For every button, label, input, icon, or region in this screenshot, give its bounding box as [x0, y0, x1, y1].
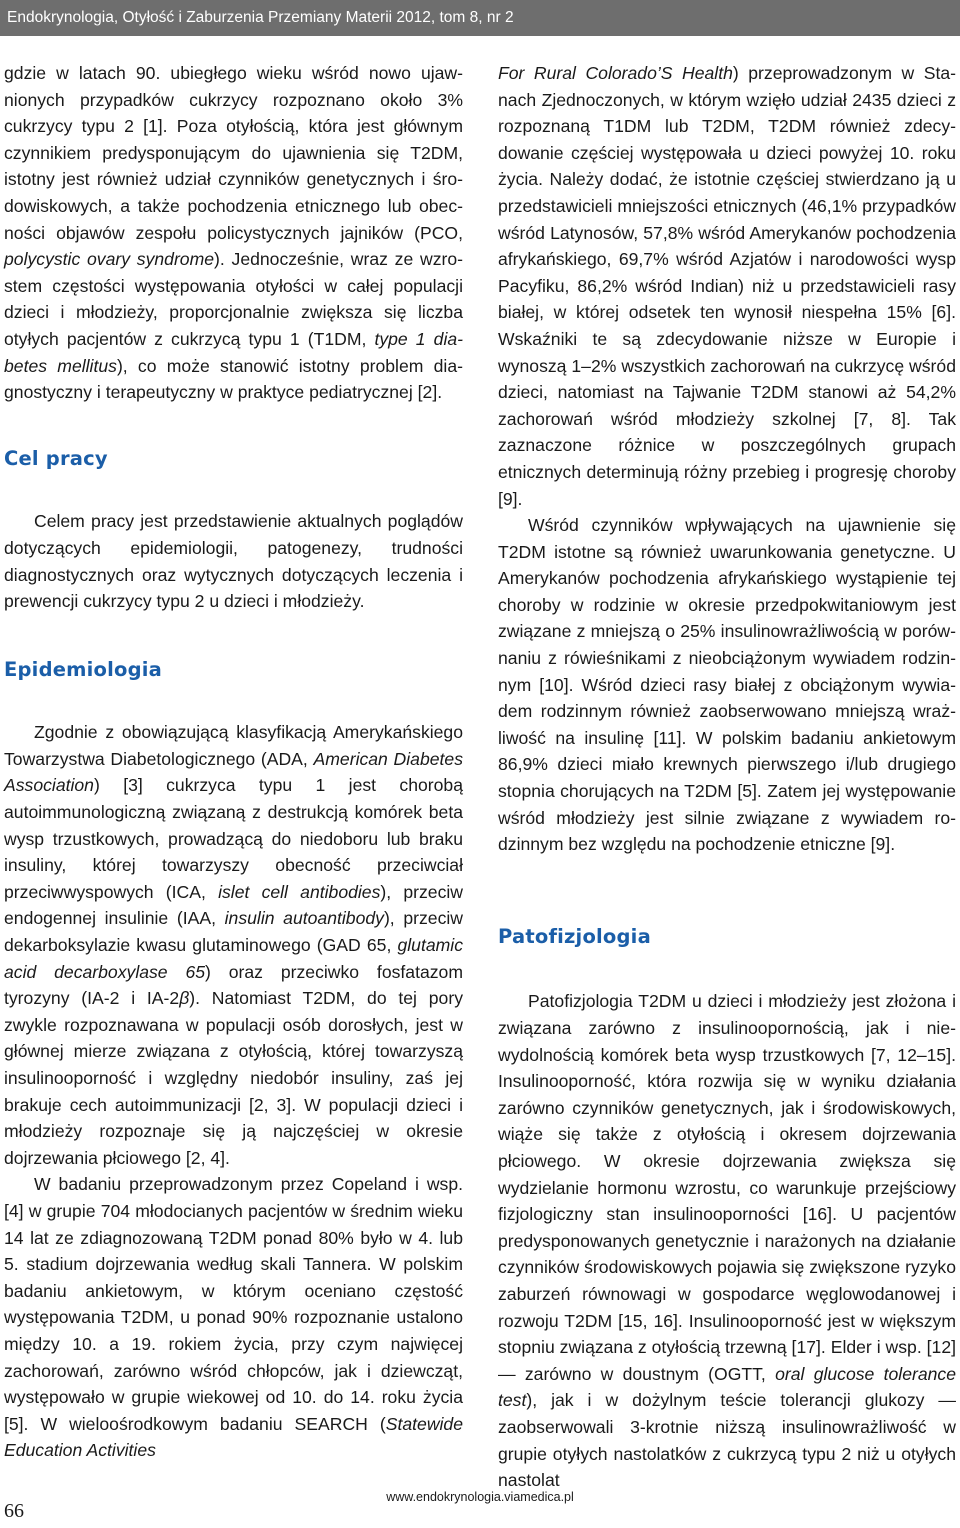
aim-paragraph: Celem pracy jest przedstawienie aktualnych poglądów dotyczących epidemiologii, patogenezy, trudności diagnostycznych oraz wytycznych dotyczących leczenia i prewencji cukrzycy typu 2 u dzieci i młodzieży.	[4, 511, 463, 612]
section-heading-patofizjologia: Patofizjologia	[498, 924, 651, 948]
genetics-paragraph: Wśród czynników wpływających na ujawnienie się T2DM istotne są również uwarunkowania genetyczne. U Amerykanów pochodzenia afrykańskiego wystąpienie tej choroby w rodzinie w okresie przedpokwitaniowym jest związane z mniejszą o 25% insulinowrażliwością w porównaniu z rówieśnikami z nieobciążonym wywiadem rodzinnym [10]. Wśród dzieci rasy białej z obciążonym wywiadem rodzinnym również zaobserwowano mniejszą wrażliwość na insulinę [11]. W polskim badaniu ankietowym 86,9% dzieci miało krewnych pierwszego i/lub drugiego stopnia chorujących na T2DM [5]. Zatem jej występowanie wśród młodzieży jest silnie związane z wywiadem rodzinnym bez względu na pochodzenie etniczne [9].	[498, 515, 956, 855]
section-heading-cel-pracy: Cel pracy	[4, 446, 108, 470]
left-column	[4, 60, 463, 1464]
right-column	[498, 60, 956, 1494]
journal-citation: Endokrynologia, Otyłość i Zaburzenia Przemiany Materii 2012, tom 8, nr 2	[7, 9, 514, 26]
page-number: 66	[4, 1500, 24, 1522]
footer-url: www.endokrynologia.viamedica.pl	[386, 1490, 574, 1504]
section-heading-epidemiologia: Epidemiologia	[4, 657, 163, 681]
pathophysiology-paragraph: Patofizjologia T2DM u dzieci i młodzieży jest złożona i związana zarówno z insulinoopornością, jak i niewydolnością komórek beta wysp trzustkowych [7, 12–15]. Insulinooporność, która rozwija się w wyniku działania zarówno czynników genetycznych, jak i środowiskowych, wiąże się także z otyłością i okresem dojrzewania płciowego. W okresie dojrzewania zwiększa się wydzielanie hormonu wzrostu, co warunkuje przejściowy fizjologiczny stan insulinooporności [16]. U pacjentów predysponowanych genetycznie i narażonych na działanie czynników środowiskowych pojawia się zwiększone ryzyko zaburzeń równowagi w gospodarce węglowodanowej i rozwoju T2DM [15, 16]. Insulinooporność jest w większym stopniu związana z otyłością trzewną [17]. Elder i wsp. [12] — zarówno w doustnym (OGTT, oral glucose tolerance test), jak i w dożylnym teście tolerancji glukozy — zaobserwowali 3-krotnie niższą insulinowrażliwość w grupie otyłych nastolatków z cukrzycą typu 2 niż u otyłych nastolat	[498, 991, 956, 1491]
epidemiology-paragraph: Zgodnie z obowiązującą klasyfikacją Amerykańskiego Towarzystwa Diabetologicznego (ADA, American Diabetes Association) [3] cukrzyca typu 1 jest chorobą autoimmunologiczną związaną z destrukcją komórek beta wysp trzustkowych, prowadzącą do niedoboru lub braku insuliny, której towarzyszy obecność przeciwciał przeciwwyspowych (ICA, islet cell antibodies), przeciw endogennej insulinie (IAA, insulin autoantibody), przeciw dekarboksylazie kwasu glutaminowego (GAD 65, glutamic acid decarboxylase 65) oraz przeciwko fosfatazom tyrozyny (IA-2 i IA-2β). Natomiast T2DM, do tej pory zwykle rozpoznawana w populacji osób dorosłych, jest w głównej mierze związana z otyłością, której towarzyszą insulinooporność i względny niedobór insuliny, zaś jej brakuje cech autoimmunizacji [2, 3]. W populacji dzieci i młodzieży rozpoznaje się ją najczęściej w okresie dojrzewania płciowego [2, 4].	[4, 722, 463, 1168]
intro-paragraph: gdzie w latach 90. ubiegłego wieku wśród nowo ujawnionych przypadków cukrzycy rozpoznano około 3% cukrzycy typu 2 [1]. Poza otyłością, która jest głównym czynnikiem predysponującym do ujawnienia się T2DM, istotny jest również udział czynników genetycznych i środowiskowych, a także pochodzenia etnicznego lub obecności objawów zespołu policystycznych jajników (PCO, polycystic ovary syndrome). Jednocześnie, wraz ze wzrostem częstości występowania otyłości w całej populacji dzieci i młodzieży, proporcjonalnie zwiększa się liczba otyłych pacjentów z cukrzycą typu 1 (T1DM, type 1 diabetes mellitus), co może stanowić istotny problem diagnostyczny i terapeutyczny w praktyce pediatrycznej [2].	[4, 63, 463, 403]
search-study-paragraph: For Rural Colorado’S Health) przeprowadzonym w Stanach Zjednoczonych, w którym wzięło udział 2435 dzieci z rozpoznaną T1DM lub T2DM, T2DM również zdecydowanie częściej występowała u dzieci powyżej 10. roku życia. Należy dodać, że istotnie częściej stwierdzano ją u przedstawicieli mniejszości etnicznych (46,1% przypadków wśród Latynosów, 57,8% wśród Amerykanów pochodzenia afrykańskiego, 69,7% wśród Azjatów i narodowości wysp Pacyfiku, 86,2% wśród Indian) niż u przedstawicieli rasy białej, w której odsetek ten wynosił niespełna 15% [6]. Wskaźniki te są zdecydowanie niższe w Europie i wynoszą 1–2% wszystkich zachorowań na cukrzycę wśród dzieci, natomiast na Tajwanie T2DM stanowi aż 54,2% zachorowań wśród młodzieży szkolnej [7, 8]. Tak zaznaczone różnice w poszczególnych grupach etnicznych determinują różny przebieg i progresję choroby [9].	[498, 63, 956, 509]
journal-header	[0, 0, 960, 36]
copeland-paragraph: W badaniu przeprowadzonym przez Copeland i wsp. [4] w grupie 704 młodocianych pacjentów w średnim wieku 14 lat ze zdiagnozowaną T2DM ponad 80% było w 4. lub 5. stadium dojrzewania według skali Tannera. W polskim badaniu ankietowym, w którym oceniano częstość występowania T2DM, u ponad 90% rozpoznanie ustalono między 10. a 19. rokiem życia, przy czym najwięcej zachorowań, zarówno wśród chłopców, jak i dziewcząt, występowało w grupie wiekowej od 10. do 14. roku życia [5]. W wieloośrodkowym badaniu SEARCH (Statewide Education Activities	[4, 1174, 463, 1461]
